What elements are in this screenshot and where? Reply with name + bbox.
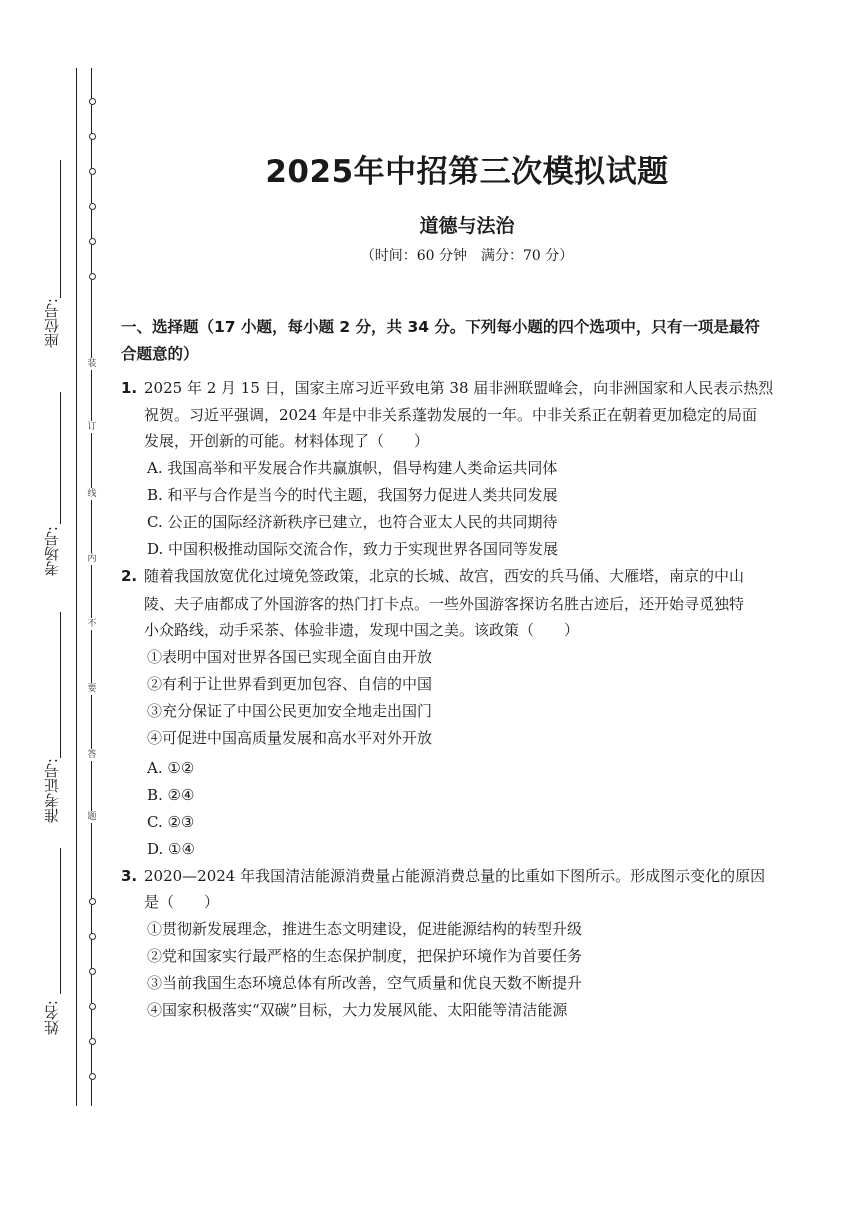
statement-item: ②有利于让世界看到更加包容、自信的中国: [147, 675, 433, 693]
binding-hole: [89, 133, 96, 140]
question-stem-line: 是（ ）: [144, 893, 220, 911]
statement-item: ③充分保证了中国公民更加安全地走出国门: [147, 702, 433, 720]
binding-hole: [89, 1073, 96, 1080]
question-stem-line: 陵、夫子庙都成了外国游客的热门打卡点。一些外国游客探访名胜古迹后，还开始寻觅独特: [144, 595, 745, 613]
question-stem-line: 祝贺。习近平强调，2024 年是中非关系蓬勃发展的一年。中非关系正在朝着更加稳定的局面: [144, 406, 757, 424]
binding-hole: [89, 238, 96, 245]
statement-item: ③当前我国生态环境总体有所改善，空气质量和优良天数不断提升: [147, 974, 583, 992]
statement-item: ②党和国家实行最严格的生态保护制度，把保护环境作为首要任务: [147, 947, 583, 965]
exam-id-underline: [60, 612, 61, 758]
binding-char: 装: [84, 358, 100, 370]
binding-hole: [89, 203, 96, 210]
option-a[interactable]: A. ①②: [147, 759, 195, 777]
question-number: 1.: [121, 379, 138, 397]
binding-char: 订: [84, 421, 100, 433]
exam-title: 2025年中招第三次模拟试题: [265, 154, 669, 190]
question-number: 3.: [121, 867, 138, 885]
binding-hole: [89, 933, 96, 940]
statement-item: ④国家积极落实“双碳”目标，大力发展风能、太阳能等清洁能源: [147, 1001, 568, 1019]
binding-hole: [89, 273, 96, 280]
binding-hole: [89, 1038, 96, 1045]
name-label: 姓名:: [43, 1000, 61, 1036]
exam-id-label: 准考证号:: [43, 758, 61, 824]
binding-hole: [89, 968, 96, 975]
option-d[interactable]: D. 中国积极推动国际交流合作，致力于实现世界各国同等发展: [147, 540, 559, 558]
binding-hole: [89, 898, 96, 905]
statement-item: ①贯彻新发展理念，推进生态文明建设，促进能源结构的转型升级: [147, 920, 583, 938]
question-stem-line: 发展，开创新的可能。材料体现了（ ）: [144, 432, 430, 450]
section-heading: 一、选择题（17 小题，每小题 2 分，共 34 分。下列每小题的四个选项中，只有一项是最符: [121, 318, 760, 336]
binding-char: 要: [84, 683, 100, 695]
binding-hole: [89, 98, 96, 105]
subject-title: 道德与法治: [419, 215, 515, 237]
option-b[interactable]: B. 和平与合作是当今的时代主题，我国努力促进人类共同发展: [147, 486, 558, 504]
binding-char: 题: [84, 811, 100, 823]
seat-number-label: 座位号:: [43, 298, 61, 349]
name-underline: [60, 848, 61, 994]
option-b[interactable]: B. ②④: [147, 786, 195, 804]
option-c[interactable]: C. 公正的国际经济新秩序已建立，也符合亚太人民的共同期待: [147, 513, 558, 531]
question-stem-line: 2025 年 2 月 15 日，国家主席习近平致电第 38 届非洲联盟峰会，向非洲国家和人民表示热烈: [144, 379, 774, 397]
statement-item: ①表明中国对世界各国已实现全面自由开放: [147, 648, 433, 666]
binding-char: 线: [84, 488, 100, 500]
question-stem-line: 2020—2024 年我国清洁能源消费量占能源消费总量的比重如下图所示。形成图示变化的原因: [144, 867, 766, 885]
statement-item: ④可促进中国高质量发展和高水平对外开放: [147, 729, 433, 747]
question-number: 2.: [121, 567, 138, 585]
time-score-info: （时间：60 分钟 满分：70 分）: [360, 248, 574, 264]
exam-room-label: 考场号:: [43, 526, 61, 577]
question-stem-line: 小众路线，动手采茶、体验非遗，发现中国之美。该政策（ ）: [144, 621, 580, 639]
binding-char: 答: [84, 749, 100, 761]
option-a[interactable]: A. 我国高举和平发展合作共赢旗帜，倡导构建人类命运共同体: [147, 459, 558, 477]
section-heading-cont: 合题意的）: [121, 345, 199, 363]
option-d[interactable]: D. ①④: [147, 840, 195, 858]
binding-hole: [89, 1003, 96, 1010]
option-c[interactable]: C. ②③: [147, 813, 195, 831]
binding-char: 内: [84, 553, 100, 565]
binding-char: 不: [84, 618, 100, 630]
question-stem-line: 随着我国放宽优化过境免签政策，北京的长城、故宫，西安的兵马俑、大雁塔，南京的中山: [144, 567, 745, 585]
room-underline: [60, 392, 61, 524]
